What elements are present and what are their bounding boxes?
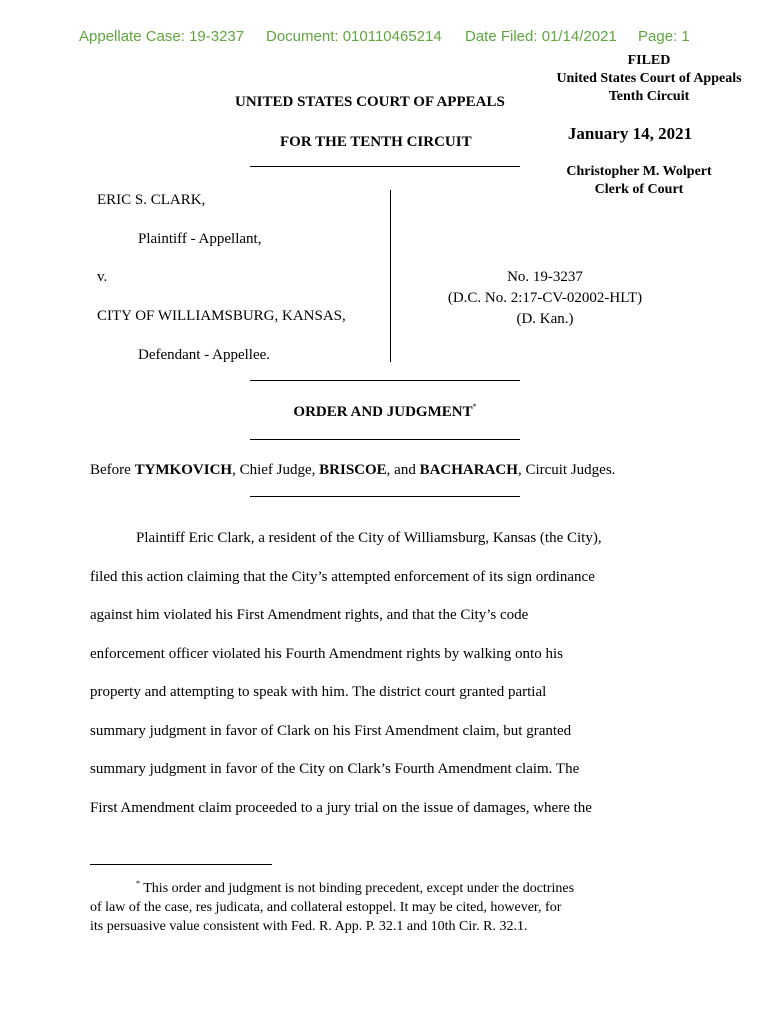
plaintiff-role: Plaintiff - Appellant, — [138, 231, 262, 247]
footnote-marker: * — [472, 402, 477, 411]
judge-name: TYMKOVICH — [134, 462, 233, 478]
divider-rule — [250, 166, 520, 167]
court-title: UNITED STATES COURT OF APPEALS — [235, 94, 505, 110]
footnote-rule — [90, 864, 272, 865]
case-numbers — [420, 267, 670, 330]
divider-rule — [250, 496, 520, 497]
footnote-line — [90, 874, 690, 898]
divider-rule — [250, 439, 520, 440]
panel-before: Before — [90, 462, 135, 478]
header-document-number: Document: 010110465214 — [266, 28, 442, 45]
caption-divider — [390, 190, 391, 362]
body-line: property and attempting to speak with him. The district court granted partial — [90, 684, 547, 700]
filed-stamp — [534, 52, 764, 106]
footnote-line: of law of the case, res judicata, and collateral estoppel. It may be cited, however, for — [90, 900, 562, 915]
clerk-block — [534, 163, 744, 199]
footnote-line-text: This order and judgment is not binding precedent, except under the doctrines — [140, 881, 575, 896]
body-line: against him violated his First Amendment rights, and that the City’s code — [90, 607, 529, 623]
body-line: summary judgment in favor of Clark on his First Amendment claim, but granted — [90, 722, 572, 739]
body-line: First Amendment claim proceeded to a jury trial on the issue of damages, where the — [90, 799, 592, 816]
plaintiff-name: ERIC S. CLARK, — [97, 192, 206, 208]
filed-date: January 14, 2021 — [567, 124, 693, 143]
circuit-title: FOR THE TENTH CIRCUIT — [280, 134, 472, 150]
stamp-court: United States Court of Appeals — [556, 71, 742, 86]
judge-name: BACHARACH — [419, 462, 518, 478]
clerk-title: Clerk of Court — [594, 182, 684, 197]
opinion-body — [90, 519, 690, 827]
filed-label: FILED — [627, 53, 671, 68]
clerk-name: Christopher M. Wolpert — [566, 164, 712, 179]
district-court-number: (D.C. No. 2:17-CV-02002-HLT) — [447, 290, 643, 306]
header-case-number: Appellate Case: 19-3237 — [79, 28, 245, 45]
judges-title: , Circuit Judges. — [517, 462, 616, 478]
body-line: enforcement officer violated his Fourth Amendment rights by walking onto his — [90, 645, 563, 662]
defendant-role: Defendant - Appellee. — [138, 347, 271, 363]
case-number: No. 19-3237 — [507, 269, 583, 285]
versus: v. — [97, 269, 108, 285]
judge-title: , Chief Judge, — [232, 462, 320, 478]
footnote — [90, 874, 690, 936]
panel-conjunction: , and — [386, 462, 420, 478]
body-line: filed this action claiming that the City’s attempted enforcement of its sign ordinance — [90, 568, 595, 585]
divider-rule — [250, 380, 520, 381]
body-line: Plaintiff Eric Clark, a resident of the City of Williamsburg, Kansas (the City), — [136, 530, 602, 546]
footnote-mark: * — [136, 879, 140, 888]
district: (D. Kan.) — [516, 311, 574, 327]
footnote-line: its persuasive value consistent with Fed. R. App. P. 32.1 and 10th Cir. R. 32.1. — [90, 919, 528, 934]
body-line: summary judgment in favor of the City on Clark’s Fourth Amendment claim. The — [90, 761, 580, 777]
defendant-name: CITY OF WILLIAMSBURG, KANSAS, — [97, 308, 346, 324]
header-page-number: Page: 1 — [638, 28, 690, 45]
order-title — [0, 402, 770, 421]
header-date-filed: Date Filed: 01/14/2021 — [465, 28, 617, 45]
stamp-circuit: Tenth Circuit — [608, 89, 690, 104]
panel-line — [90, 462, 615, 479]
judge-name: BRISCOE — [319, 462, 387, 478]
order-title-text: ORDER AND JUDGMENT — [293, 404, 473, 420]
